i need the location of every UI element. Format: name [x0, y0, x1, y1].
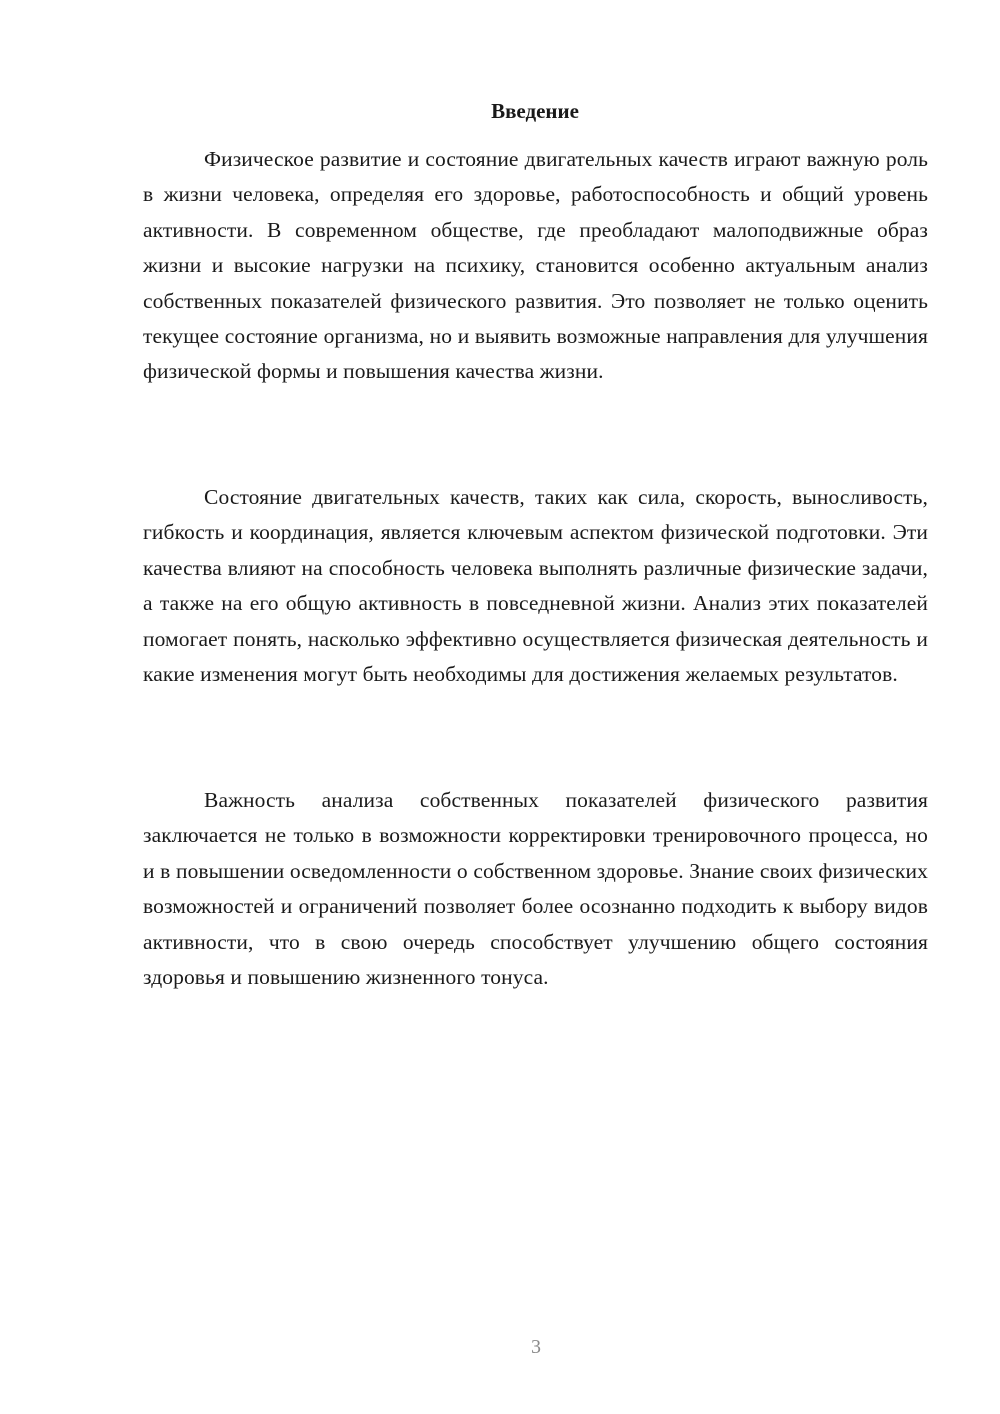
section-title: Введение [491, 99, 579, 123]
page-number: 3 [531, 1336, 541, 1358]
paragraph-1: Физическое развитие и состояние двигательных качеств играют важную роль в жизни человека, определяя его здоровье, работоспособность и общий уровень активности. В современном обществе, где преобладают малоподвижные образ жизни и высокие нагрузки на психику, становится особенно актуальным анализ собственных показателей физического развития. Это позволяет не только оценить текущее состояние организма, но и выявить возможные направления для улучшения физической формы и повышения качества жизни. [143, 147, 928, 384]
paragraph-2: Состояние двигательных качеств, таких как сила, скорость, выносливость, гибкость и координация, является ключевым аспектом физической подготовки. Эти качества влияют на способность человека выполнять различные физические задачи, а также на его общую активность в повседневной жизни. Анализ этих показателей помогает понять, насколько эффективно осуществляется физическая деятельность и какие изменения могут быть необходимы для достижения желаемых результатов. [143, 485, 928, 687]
paragraph-3: Важность анализа собственных показателей физического развития заключается не только в возможности корректировки тренировочного процесса, но и в повышении осведомленности о собственном здоровье. Знание своих физических возможностей и ограничений позволяет более осознанно подходить к выбору видов активности, что в свою очередь способствует улучшению общего состояния здоровья и повышению жизненного тонуса. [143, 788, 928, 990]
